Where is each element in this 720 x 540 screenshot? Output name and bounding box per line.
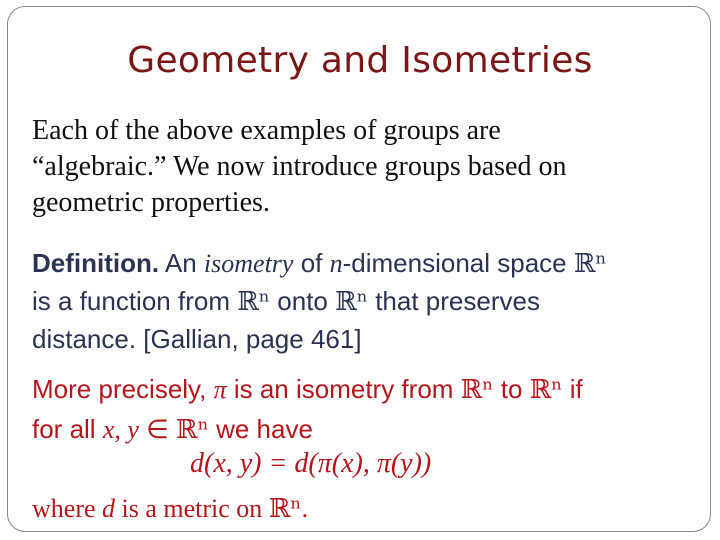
text: -dimensional space xyxy=(342,248,574,278)
text: of xyxy=(293,248,330,278)
precise-line xyxy=(32,410,712,450)
math-rn: ℝⁿ xyxy=(268,494,302,524)
text: onto xyxy=(270,286,336,316)
math-rn: ℝⁿ xyxy=(529,375,563,405)
math-rn: ℝⁿ xyxy=(573,249,607,279)
text: to xyxy=(493,374,530,404)
text: where xyxy=(32,494,103,523)
intro-line: Each of the above examples of groups are xyxy=(32,115,501,146)
text: is a function from xyxy=(32,286,238,316)
text: is an isometry from xyxy=(226,374,461,404)
text: is a metric on xyxy=(115,494,269,523)
math-rn: ℝⁿ xyxy=(335,287,368,317)
intro-line: geometric properties. xyxy=(32,187,270,218)
math-d: d xyxy=(102,494,116,523)
term-isometry: isometry xyxy=(203,249,294,278)
text: for all xyxy=(32,414,103,444)
distance-equation: d(x, y) = d(π(x), π(y)) xyxy=(190,448,432,479)
text: More precisely, xyxy=(32,374,214,404)
math-xy: x, y xyxy=(102,415,139,444)
definition-line xyxy=(32,245,712,283)
definition-paragraph xyxy=(32,245,712,358)
math-rn: ℝⁿ xyxy=(237,287,271,317)
text: if xyxy=(562,374,583,404)
slide-title: Geometry and Isometries xyxy=(127,40,593,81)
precise-line xyxy=(32,370,712,410)
definition-line: distance. [Gallian, page 461] xyxy=(32,324,362,354)
text: we have xyxy=(208,414,313,444)
closing-line xyxy=(32,494,308,524)
math-pi: π xyxy=(213,375,227,404)
text: that preserves xyxy=(367,286,540,316)
intro-line: “algebraic.” We now introduce groups based on xyxy=(32,151,567,182)
math-rn: ℝⁿ xyxy=(176,415,209,445)
definition-line xyxy=(32,283,712,321)
text: An xyxy=(159,248,204,278)
precise-paragraph xyxy=(32,370,712,450)
definition-label: Definition. xyxy=(32,248,160,278)
text: . xyxy=(301,494,309,523)
intro-paragraph xyxy=(32,113,692,221)
text: ∈ xyxy=(138,414,177,444)
math-rn: ℝⁿ xyxy=(460,375,494,405)
var-n: n xyxy=(329,249,343,278)
